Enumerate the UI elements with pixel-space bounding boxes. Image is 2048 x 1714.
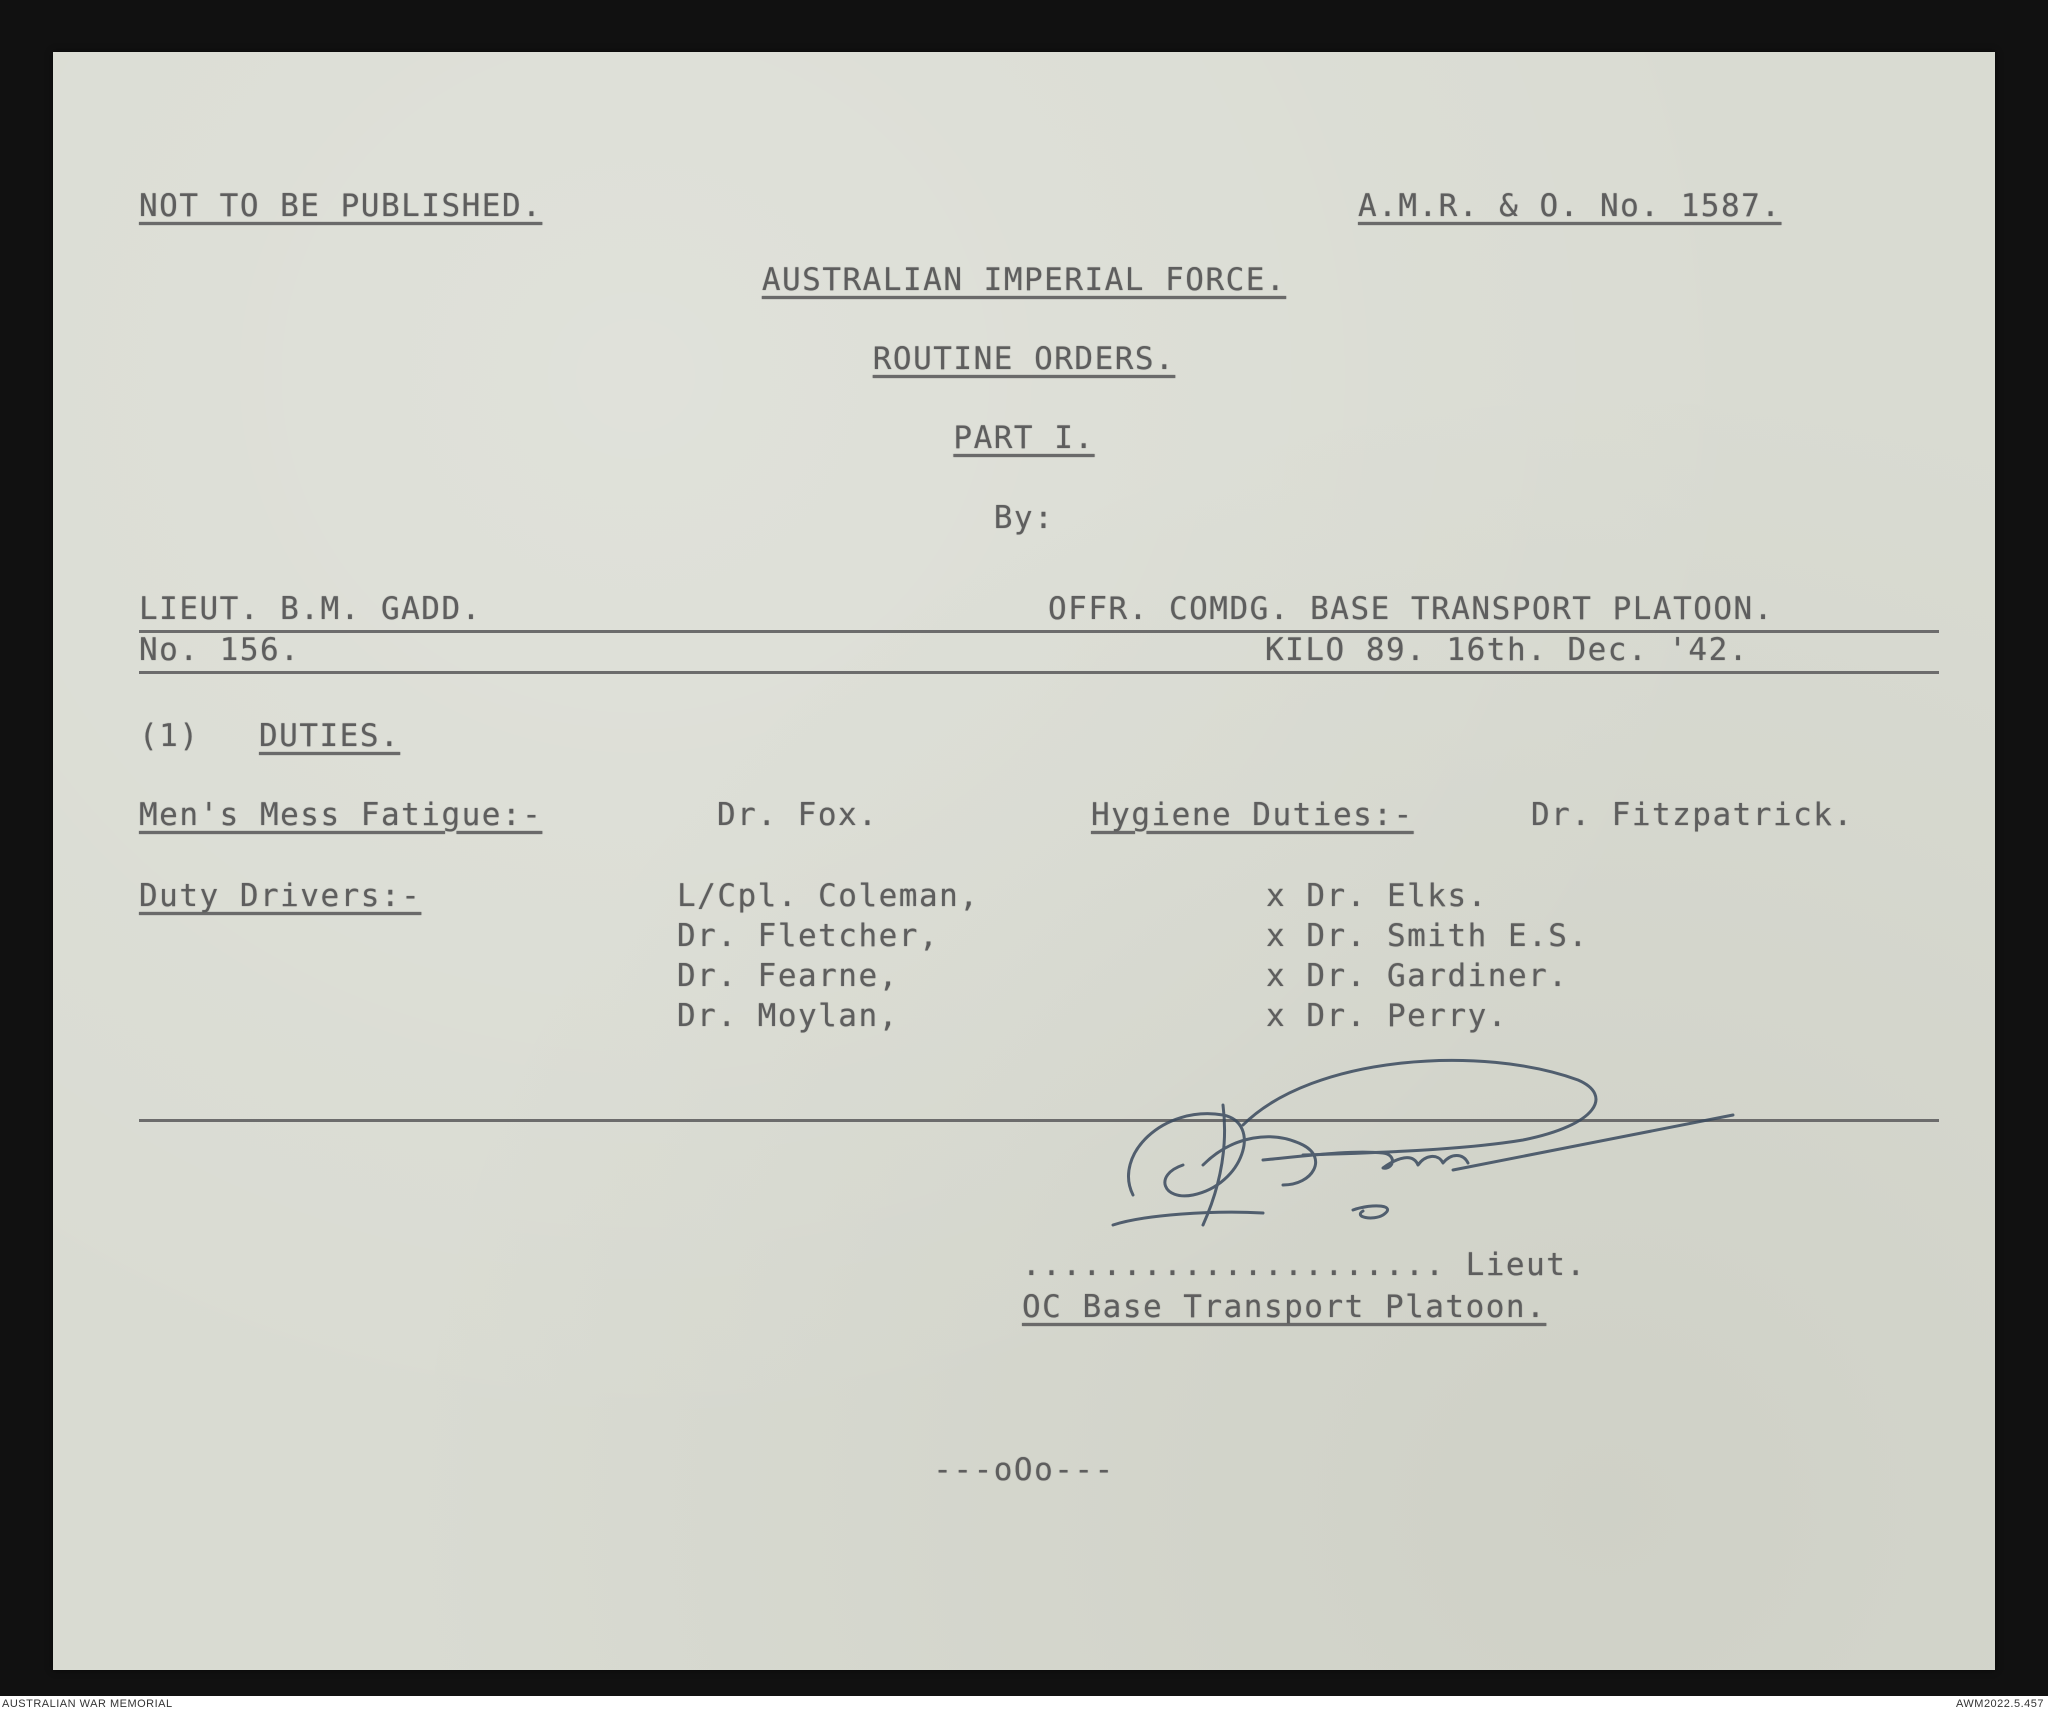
header-rule-2	[139, 671, 1939, 674]
hygiene-duties-value: Dr. Fitzpatrick.	[1531, 797, 1854, 833]
order-number: No. 156.	[139, 632, 301, 668]
by-label: By:	[993, 500, 1055, 536]
driver-right-1: x Dr. Elks.	[1266, 878, 1488, 914]
driver-left-1: L/Cpl. Coleman,	[677, 878, 980, 914]
driver-right-3: x Dr. Gardiner.	[1266, 958, 1569, 994]
order-reference: A.M.R. & O. No. 1587.	[1358, 188, 1782, 224]
driver-left-3: Dr. Fearne,	[677, 958, 899, 994]
duty-drivers-label: Duty Drivers:-	[139, 878, 422, 914]
place-date: KILO 89. 16th. Dec. '42.	[1265, 632, 1749, 668]
routine-orders-heading: ROUTINE ORDERS.	[872, 341, 1176, 377]
mess-fatigue-value: Dr. Fox.	[717, 797, 879, 833]
part-heading: PART I.	[953, 420, 1095, 456]
driver-right-2: x Dr. Smith E.S.	[1266, 918, 1589, 954]
section-number: (1)	[139, 718, 200, 754]
driver-right-4: x Dr. Perry.	[1266, 998, 1508, 1034]
not-to-be-published-label: NOT TO BE PUBLISHED.	[139, 188, 543, 224]
signature-unit-line: OC Base Transport Platoon.	[1022, 1289, 1547, 1325]
mess-fatigue-label: Men's Mess Fatigue:-	[139, 797, 543, 833]
driver-left-4: Dr. Moylan,	[677, 998, 899, 1034]
end-mark: ---oOo---	[933, 1452, 1115, 1488]
footer-accession: AWM2022.5.457	[1955, 1698, 2044, 1710]
driver-left-2: Dr. Fletcher,	[677, 918, 940, 954]
document-page	[53, 52, 1995, 1670]
document-title: AUSTRALIAN IMPERIAL FORCE.	[761, 262, 1287, 298]
officer-role: OFFR. COMDG. BASE TRANSPORT PLATOON.	[1048, 591, 1774, 627]
footer-bar	[0, 1696, 2048, 1714]
duties-heading: DUTIES.	[259, 718, 401, 754]
hygiene-duties-label: Hygiene Duties:-	[1091, 797, 1414, 833]
footer-credit: AUSTRALIAN WAR MEMORIAL	[2, 1698, 173, 1710]
officer-name: LIEUT. B.M. GADD.	[139, 591, 482, 627]
signature-rank-line: ..................... Lieut.	[1022, 1247, 1587, 1283]
handwritten-signature	[1053, 1035, 1743, 1275]
